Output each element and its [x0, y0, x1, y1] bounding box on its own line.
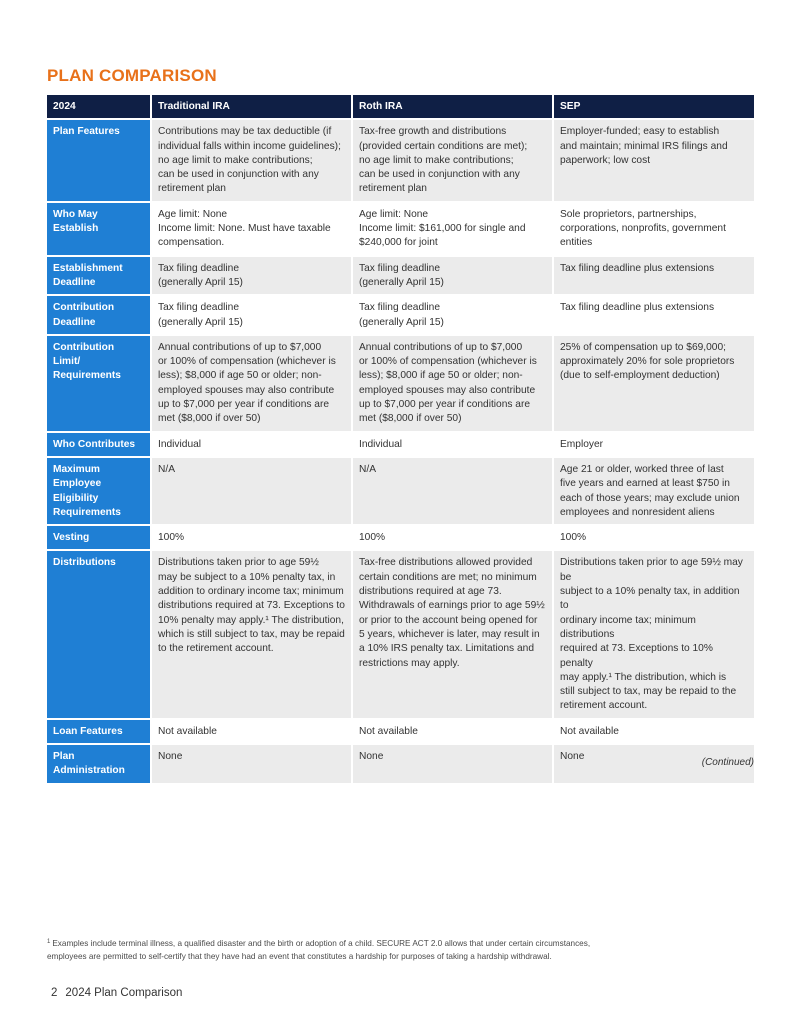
header-cell-year: 2024 [47, 95, 152, 120]
table-cell: Employer [554, 433, 754, 458]
page-title: PLAN COMPARISON [47, 66, 217, 85]
table-row [47, 433, 754, 458]
table-cell: N/A [353, 458, 554, 526]
table-cell: Individual [152, 433, 353, 458]
table-cell: Not available [353, 720, 554, 745]
table-row [47, 203, 754, 257]
table-cell: Age limit: None Income limit: None. Must have taxable compensation. [152, 203, 353, 257]
table-body [47, 120, 754, 784]
table-cell: Tax-free distributions allowed provided certain conditions are met; no minimum distributions required at age 73. Withdrawals of earnings prior to age 59½ or prior to the account being opened for 5 years, whichever is later, may result in a 10% IRS penalty tax. Limitations and restrictions may apply. [353, 551, 554, 719]
table-cell: Annual contributions of up to $7,000 or 100% of compensation (whichever is less); $8,000 if age 50 or older; non- employed spouses may also contribute up to $7,000 per year if conditions are met ($8,000 if over 50) [353, 336, 554, 433]
row-label: Vesting [47, 526, 152, 551]
table-cell: Tax filing deadline (generally April 15) [353, 257, 554, 297]
table-cell: Age limit: None Income limit: $161,000 for single and $240,000 for joint [353, 203, 554, 257]
table-row [47, 720, 754, 745]
table-row [47, 526, 754, 551]
row-label: Loan Features [47, 720, 152, 745]
table-row [47, 458, 754, 526]
table-cell: 100% [353, 526, 554, 551]
table-row [47, 120, 754, 202]
plan-comparison-table [47, 95, 754, 785]
table-row [47, 745, 754, 785]
row-label: Distributions [47, 551, 152, 719]
table-cell: None [353, 745, 554, 785]
table-row [47, 551, 754, 719]
table-row [47, 296, 754, 336]
row-label: Who Contributes [47, 433, 152, 458]
table-cell: Tax filing deadline plus extensions [554, 296, 754, 336]
table-cell: Tax filing deadline (generally April 15) [152, 296, 353, 336]
table-cell: N/A [152, 458, 353, 526]
header-cell-roth-ira: Roth IRA [353, 95, 554, 120]
table-cell: Employer-funded; easy to establish and maintain; minimal IRS filings and paperwork; low cost [554, 120, 754, 202]
row-label: Who May Establish [47, 203, 152, 257]
table-row [47, 257, 754, 297]
page-number: 2 [51, 987, 58, 999]
table-cell: Annual contributions of up to $7,000 or 100% of compensation (whichever is less); $8,000 if age 50 or older; non- employed spouses may also contribute up to $7,000 per year if conditions are met ($8,000 if over 50) [152, 336, 353, 433]
table-cell: Not available [152, 720, 353, 745]
table-cell: None [152, 745, 353, 785]
table-cell: 100% [554, 526, 754, 551]
table-cell: Tax filing deadline plus extensions [554, 257, 754, 297]
footnote-text: Examples include terminal illness, a qualified disaster and the birth or adoption of a child. SECURE ACT 2.0 allows that under certain circumstances, employees are permitted to self-certify that they have had an event that constitutes a hardship for purposes of taking a hardship withdrawal. [47, 939, 591, 961]
table-cell: Tax filing deadline (generally April 15) [353, 296, 554, 336]
page-footer-label: 2024 Plan Comparison [65, 987, 183, 999]
table-cell: Sole proprietors, partnerships, corporations, nonprofits, government entities [554, 203, 754, 257]
table-row [47, 336, 754, 433]
footnote-marker: 1 [47, 939, 51, 945]
table-cell: Distributions taken prior to age 59½ may be subject to a 10% penalty tax, in addition to ordinary income tax; minimum distributions required at 73. Exceptions to 10% penalty may apply.¹ The distribution, which is still subject to tax, may be repaid to the retirement account. [152, 551, 353, 719]
table-cell: Tax filing deadline (generally April 15) [152, 257, 353, 297]
table-cell: Distributions taken prior to age 59½ may be subject to a 10% penalty tax, in addition to ordinary income tax; minimum distributions required at 73. Exceptions to 10% penalty may apply.¹ The distribution, which is still subject to tax, may be repaid to the retirement account. [554, 551, 754, 719]
table-cell: Not available [554, 720, 754, 745]
continued-note: (Continued) [701, 757, 754, 768]
table-header-row [47, 95, 754, 120]
table-cell: None [554, 745, 754, 785]
header-cell-traditional-ira: Traditional IRA [152, 95, 353, 120]
table-cell: 25% of compensation up to $69,000; approximately 20% for sole proprietors (due to self-employment deduction) [554, 336, 754, 433]
page-footer [51, 987, 182, 999]
row-label: Establishment Deadline [47, 257, 152, 297]
table-cell: 100% [152, 526, 353, 551]
row-label: Plan Features [47, 120, 152, 202]
row-label: Contribution Limit/ Requirements [47, 336, 152, 433]
table-cell: Age 21 or older, worked three of last five years and earned at least $750 in each of those years; may exclude union employees and nonresident aliens [554, 458, 754, 526]
table-cell: Tax-free growth and distributions (provided certain conditions are met); no age limit to make contributions; can be used in conjunction with any retirement plan [353, 120, 554, 202]
row-label: Contribution Deadline [47, 296, 152, 336]
row-label: Plan Administration [47, 745, 152, 785]
footnote [47, 937, 687, 963]
table-cell: Individual [353, 433, 554, 458]
row-label: Maximum Employee Eligibility Requirements [47, 458, 152, 526]
header-cell-sep: SEP [554, 95, 754, 120]
table-cell: Contributions may be tax deductible (if individual falls within income guidelines); no age limit to make contributions; can be used in conjunction with any retirement plan [152, 120, 353, 202]
